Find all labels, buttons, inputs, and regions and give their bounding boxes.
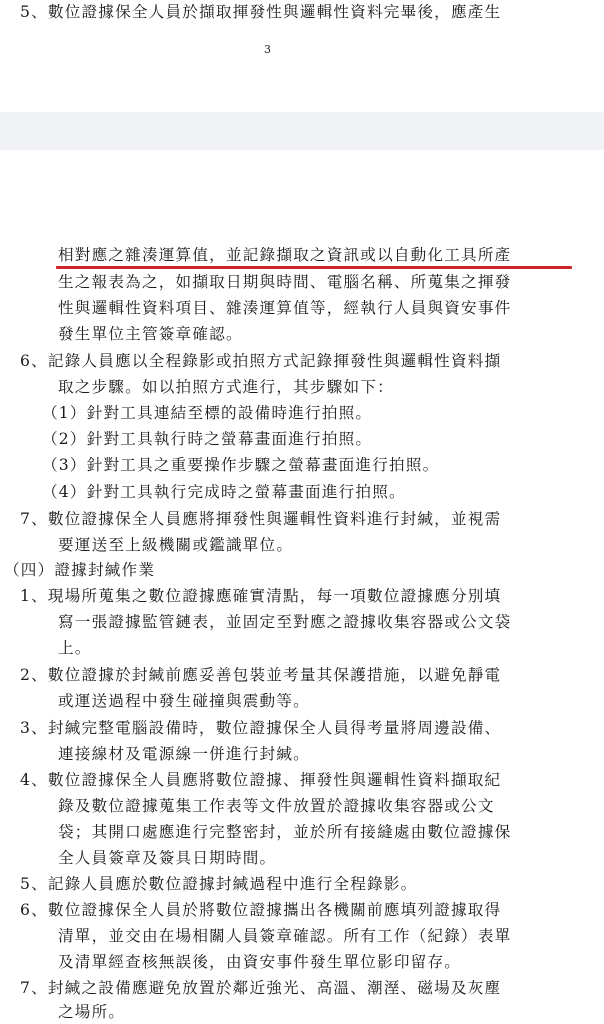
list-item: 2、數位證據於封緘前應妥善包裝並考量其保護措施，以避免靜電 bbox=[20, 666, 502, 684]
list-item-cont: 袋；其開口處應進行完整密封，並於所有接縫處由數位證據保 bbox=[58, 823, 512, 841]
list-item-cont: 連接線材及電源線一併進行封緘。 bbox=[58, 745, 310, 763]
list-item-7: 7、數位證據保全人員應將揮發性與邏輯性資料進行封緘，並視需 bbox=[20, 510, 502, 528]
page-separator bbox=[0, 112, 604, 150]
list-item-cont: 及清單經查核無誤後，由資安事件發生單位影印留存。 bbox=[58, 953, 462, 971]
sub-step: （2）針對工具執行時之螢幕畫面進行拍照。 bbox=[42, 430, 373, 448]
sub-step: （1）針對工具連結至標的設備時進行拍照。 bbox=[42, 404, 373, 422]
paragraph-line: 性與邏輯性資料項目、雜湊運算值等，經執行人員與資安事件 bbox=[58, 299, 512, 317]
paragraph-line: 發生單位主管簽章確認。 bbox=[58, 325, 243, 343]
list-item-cont: 上。 bbox=[58, 639, 92, 657]
list-item: 3、封緘完整電腦設備時，數位證據保全人員得考量將周邊設備、 bbox=[20, 719, 502, 737]
list-item-cont: 或運送過程中發生碰撞與震動等。 bbox=[58, 692, 310, 710]
list-item-cont: 清單，並交由在場相關人員簽章確認。所有工作（紀錄）表單 bbox=[58, 927, 512, 945]
list-item-6-cont: 取之步驟。如以拍照方式進行，其步驟如下： bbox=[58, 378, 394, 396]
page-number: 3 bbox=[264, 43, 271, 56]
list-item-cont: 錄及數位證據蒐集工作表等文件放置於證據收集容器或公文 bbox=[58, 797, 495, 815]
list-item: 7、封緘之設備應避免放置於鄰近強光、高溫、潮溼、磁場及灰塵 bbox=[20, 979, 502, 997]
section-heading: （四）證據封緘作業 bbox=[4, 561, 156, 579]
list-item-7-cont: 要運送至上級機關或鑑識單位。 bbox=[58, 536, 294, 554]
list-item-cont: 之場所。 bbox=[58, 1003, 126, 1021]
list-item-6: 6、記錄人員應以全程錄影或拍照方式記錄揮發性與邏輯性資料擷 bbox=[20, 352, 502, 370]
document-page-top bbox=[0, 0, 604, 112]
sub-step: （4）針對工具執行完成時之螢幕畫面進行拍照。 bbox=[42, 483, 406, 501]
paragraph-line: 相對應之雜湊運算值，並記錄擷取之資訊或以自動化工具所產 bbox=[58, 246, 512, 264]
list-item-cont: 寫一張證據監管鏈表，並固定至對應之證據收集容器或公文袋 bbox=[58, 613, 512, 631]
item-5-start: 5、數位證據保全人員於擷取揮發性與邏輯性資料完畢後，應產生 bbox=[20, 3, 502, 21]
paragraph-line: 生之報表為之，如擷取日期與時間、電腦名稱、所蒐集之揮發 bbox=[58, 273, 512, 291]
list-item: 1、現場所蒐集之數位證據應確實清點，每一項數位證據應分別填 bbox=[20, 587, 502, 605]
list-item: 5、記錄人員應於數位證據封緘過程中進行全程錄影。 bbox=[20, 875, 418, 893]
list-item-cont: 全人員簽章及簽具日期時間。 bbox=[58, 849, 277, 867]
sub-step: （3）針對工具之重要操作步驟之螢幕畫面進行拍照。 bbox=[42, 456, 440, 474]
list-item: 4、數位證據保全人員應將數位證據、揮發性與邏輯性資料擷取紀 bbox=[20, 771, 502, 789]
list-item: 6、數位證據保全人員於將數位證據攜出各機關前應填列證據取得 bbox=[20, 901, 502, 919]
red-highlight-underline bbox=[56, 266, 572, 269]
